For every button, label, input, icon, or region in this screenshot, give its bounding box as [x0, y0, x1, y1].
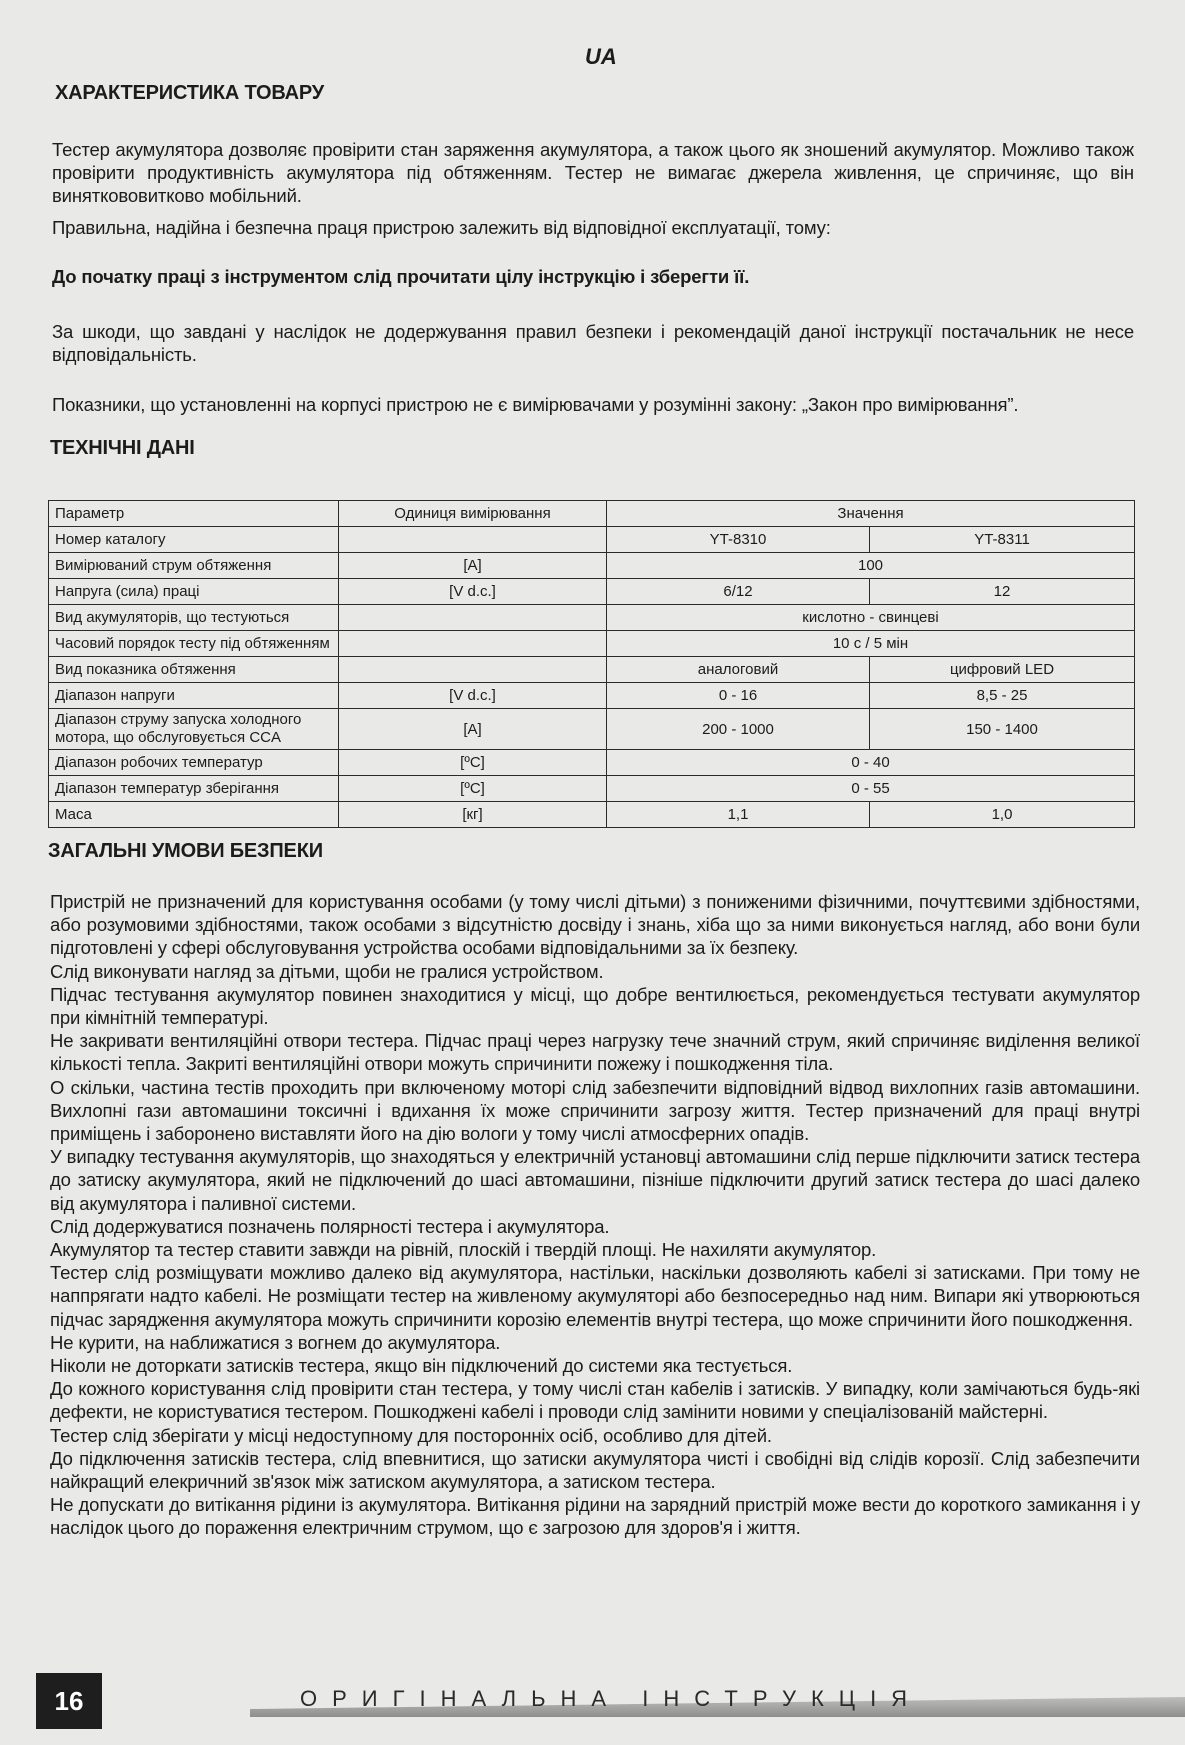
- safety-text: [50, 890, 1140, 1540]
- product-paragraph-3: До початку праці з інструментом слід прочитати цілу інструкцію і зберегти її.: [52, 266, 750, 287]
- header-param: Параметр: [49, 501, 339, 527]
- safety-paragraph: Ніколи не доторкати затисків тестера, якщо він підключений до системи яка тестується.: [50, 1355, 793, 1377]
- row-param: Діапазон робочих температур: [49, 750, 339, 776]
- row-value-2: YT-8311: [870, 527, 1135, 553]
- row-value-2: 150 - 1400: [870, 709, 1135, 750]
- tech-specs-table: [48, 500, 1135, 828]
- product-paragraph-5: Показники, що установленні на корпусі пристрою не є вимірювачами у розумінні закону: „Закон про вимірювання”.: [52, 394, 1019, 415]
- row-value-2: цифровий LED: [870, 657, 1135, 683]
- safety-paragraph: У випадку тестування акумуляторів, що знаходяться у електричній установці автомашини слід перше підключити затиск тестера до затиску акумулятора, який не підключений до шасі автомашини, пізніше підключити другий затиск тестера до шасі далеко від акумулятора і паливної системи.: [50, 1146, 1140, 1214]
- row-value-1: аналоговий: [607, 657, 870, 683]
- table-row: [49, 579, 1135, 605]
- table-row: [49, 776, 1135, 802]
- safety-paragraph: Акумулятор та тестер ставити завжди на рівній, плоскій і твердій площі. Не нахиляти акумулятор.: [50, 1239, 877, 1261]
- row-unit: [339, 605, 607, 631]
- safety-paragraph: Не закривати вентиляційні отвори тестера. Підчас праці через нагрузку тече значний струм, який спричиняє виділення великої кількості тепла. Закриті вентиляційні отвори можуть спричинити пожежу і пошкодження тіла.: [50, 1030, 1140, 1075]
- row-param: Діапазон напруги: [49, 683, 339, 709]
- tech-title: ТЕХНІЧНІ ДАНІ: [50, 437, 195, 459]
- row-value-2: 8,5 - 25: [870, 683, 1135, 709]
- row-value-2: 1,0: [870, 802, 1135, 828]
- row-value: 0 - 55: [607, 776, 1135, 802]
- row-value-1: 1,1: [607, 802, 870, 828]
- row-unit: [339, 657, 607, 683]
- table-row: [49, 553, 1135, 579]
- header-unit: Одиниця вимірювання: [339, 501, 607, 527]
- row-value-1: 6/12: [607, 579, 870, 605]
- row-unit: [339, 631, 607, 657]
- table-row: [49, 631, 1135, 657]
- row-param: Діапазон струму запуска холодного мотора, що обслуговується CCA: [49, 709, 339, 750]
- safety-paragraph: Не допускати до витікання рідини із акумулятора. Витікання рідини на зарядний пристрій може вести до короткого замикання і у наслідок цього до пораження електричним струмом, що є загрозою для здоров'я і життя.: [50, 1494, 1140, 1539]
- product-paragraph-2: Правильна, надійна і безпечна праця пристрою залежить від відповідної експлуатації, тому:: [52, 217, 831, 238]
- row-param: Напруга (сила) праці: [49, 579, 339, 605]
- table-row: [49, 605, 1135, 631]
- row-value-1: 0 - 16: [607, 683, 870, 709]
- safety-paragraph: До кожного користування слід провірити стан тестера, у тому числі стан кабелів і затисків. У випадку, коли замічаються будь-які дефекти, не користуватися тестером. Пошкоджені кабелі і проводи слід замінити новими у спеціалізованій майстерні.: [50, 1378, 1140, 1423]
- row-unit: [ºC]: [339, 750, 607, 776]
- row-value: 0 - 40: [607, 750, 1135, 776]
- row-param: Номер каталогу: [49, 527, 339, 553]
- row-unit: [A]: [339, 709, 607, 750]
- row-param: Вид показника обтяження: [49, 657, 339, 683]
- row-value: кислотно - свинцеві: [607, 605, 1135, 631]
- table-row: [49, 527, 1135, 553]
- safety-paragraph: Слід додержуватися позначень полярності тестера і акумулятора.: [50, 1215, 610, 1237]
- table-row: [49, 802, 1135, 828]
- safety-paragraph: Підчас тестування акумулятор повинен знаходитися у місці, що добре вентилюється, рекомендується тестувати акумулятор при кімнітній температурі.: [50, 983, 1140, 1029]
- row-unit: [ºC]: [339, 776, 607, 802]
- safety-title: ЗАГАЛЬНІ УМОВИ БЕЗПЕКИ: [48, 840, 323, 862]
- row-unit: [V d.c.]: [339, 579, 607, 605]
- table-row: [49, 657, 1135, 683]
- product-title: ХАРАКТЕРИСТИКА ТОВАРУ: [55, 82, 325, 104]
- safety-paragraph: Не курити, на наближатися з вогнем до акумулятора.: [50, 1331, 501, 1353]
- row-value-2: 12: [870, 579, 1135, 605]
- safety-paragraph: О скільки, частина тестів проходить при включеному моторі слід забезпечити відповідний відвод вихлопних газів автомашини. Вихлопні гази автомашини токсичні і вдихання їх може спричинити загрозу життя. Тестер призначений для праці внутрі приміщень і заборонено виставляти його на дію вологи у тому числі атмосферних опадів.: [50, 1076, 1140, 1145]
- language-code: UA: [585, 44, 617, 69]
- row-value-1: YT-8310: [607, 527, 870, 553]
- row-param: Маса: [49, 802, 339, 828]
- row-param: Часовий порядок тесту під обтяженням: [49, 631, 339, 657]
- table-row: [49, 683, 1135, 709]
- row-value: 10 с / 5 мін: [607, 631, 1135, 657]
- row-unit: [кг]: [339, 802, 607, 828]
- row-value-1: 200 - 1000: [607, 709, 870, 750]
- footer-text: ОРИГІНАЛЬНА ІНСТРУКЦІЯ: [300, 1686, 923, 1711]
- row-param: Вимірюваний струм обтяження: [49, 553, 339, 579]
- page-number: 16: [36, 1673, 102, 1729]
- product-paragraph-4: За шкоди, що завдані у наслідок не додержування правил безпеки і рекомендацій даної інструкції постачальник не несе відповідальність.: [52, 321, 1134, 366]
- row-unit: [339, 527, 607, 553]
- row-value: 100: [607, 553, 1135, 579]
- product-paragraph-1: Тестер акумулятора дозволяє провірити стан заряження акумулятора, а також цього як зношений акумулятор. Можливо також провірити продуктивність акумулятора під обтяженням. Тестер не вимагає джерела живлення, це спричиняє, що він виняткововитково мобільний.: [52, 139, 1134, 207]
- safety-paragraph: Тестер слід розміщувати можливо далеко від акумулятора, настільки, наскільки дозволяють кабелі зі затисками. При тому не наппрягати надто кабелі. Не розміщати тестер на живленому акумуляторі або безпосередньо над ним. Випари які утворюються підчас зарядження акумулятора можуть спричинити корозію елементів внутрі тестера, що може спричинити його пошкодження.: [50, 1262, 1140, 1330]
- table-row: [49, 709, 1135, 750]
- safety-paragraph: Тестер слід зберігати у місці недоступному для посторонніх осіб, особливо для дітей.: [50, 1424, 772, 1446]
- row-param: Діапазон температур зберігання: [49, 776, 339, 802]
- table-header-row: [49, 501, 1135, 527]
- row-param: Вид акумуляторів, що тестуються: [49, 605, 339, 631]
- row-unit: [A]: [339, 553, 607, 579]
- safety-paragraph: Слід виконувати нагляд за дітьми, щоби не гралися устройством.: [50, 960, 604, 982]
- header-values: Значення: [607, 501, 1135, 527]
- safety-paragraph: До підключення затисків тестера, слід впевнитися, що затиски акумулятора чисті і свобідні від слідів корозії. Слід забезпечити найкращий елекричний зв'язок між затиском акумулятора, а затиском тестера.: [50, 1447, 1140, 1493]
- row-unit: [V d.c.]: [339, 683, 607, 709]
- table-row: [49, 750, 1135, 776]
- safety-paragraph: Пристрій не призначений для користування особами (у тому числі дітьми) з пониженими фізичними, почуттєвими здібностями, або розумовими здібностями, також особами з відсутністю досвіду і знань, хіба що за ними виконується нагляд, або вони були підготовлені у сфері обслуговування устройства особами відповідальними за їх безпеку.: [50, 891, 1140, 959]
